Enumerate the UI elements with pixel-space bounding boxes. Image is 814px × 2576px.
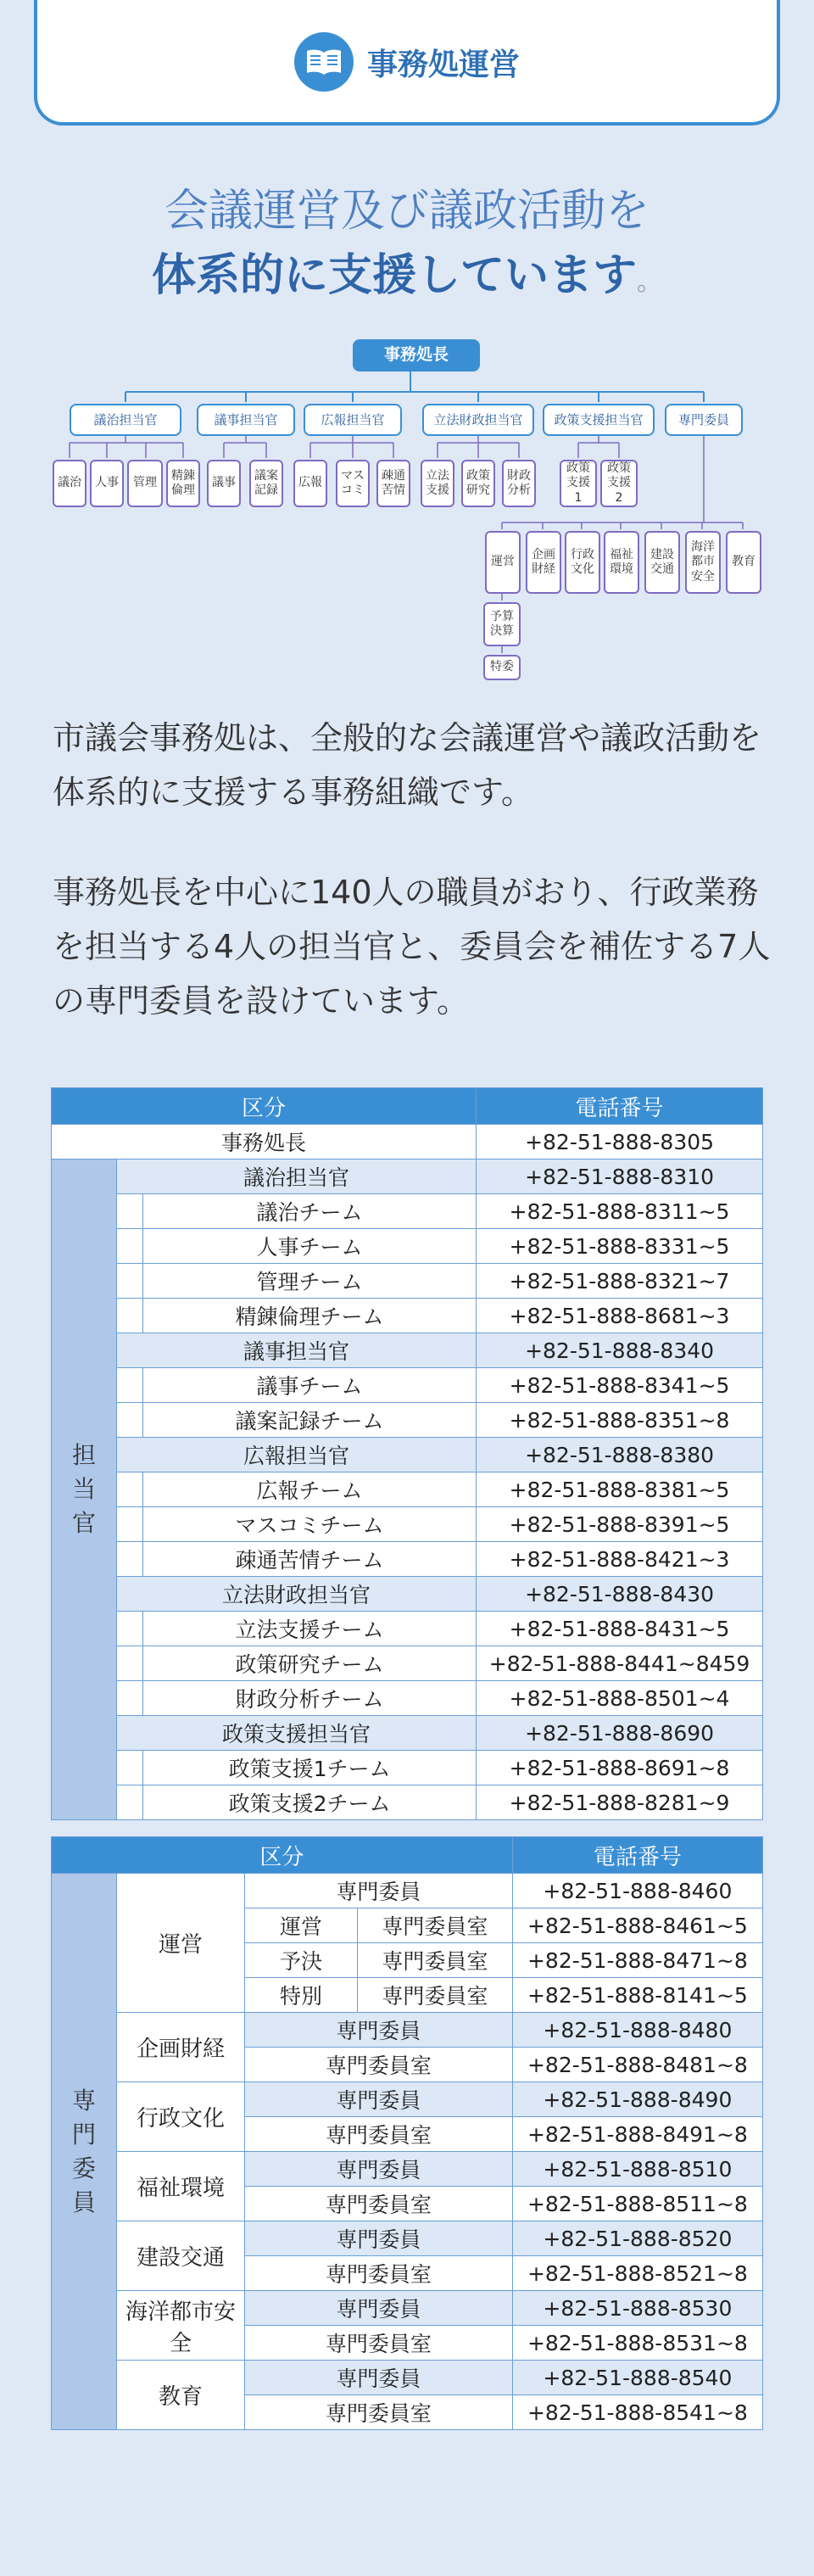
lead-line-2: 体系的に支援しています。 (151, 250, 662, 301)
org-node-team: 議事 (207, 460, 241, 507)
team-phone: +82-51-888-8321~7 (477, 1264, 763, 1299)
role-name: 専門委員室 (245, 2117, 513, 2152)
table-row (52, 1542, 763, 1577)
category-label: 担当官 (71, 1441, 96, 1537)
indent-cell (117, 1264, 143, 1299)
role-name: 専門委員室 (245, 2326, 513, 2361)
chief-phone: +82-51-888-8305 (477, 1125, 763, 1159)
role-split (245, 1978, 512, 2012)
team-phone: +82-51-888-8501~4 (477, 1681, 763, 1716)
org-node-team: 立法 支援 (421, 460, 454, 507)
org-node-group: 広報担当官 (304, 404, 402, 436)
officer-name: 議事担当官 (117, 1333, 477, 1368)
role-phone: +82-51-888-8520 (512, 2221, 762, 2256)
indent-cell (117, 1681, 143, 1716)
team-phone: +82-51-888-8351~8 (477, 1403, 763, 1438)
committee-name: 運営 (117, 1874, 245, 2013)
sub-committee: 運営 (245, 1908, 358, 1942)
team-phone: +82-51-888-8681~3 (477, 1299, 763, 1333)
committee-name: 建設交通 (117, 2221, 245, 2291)
table-row (52, 1646, 763, 1681)
table-row (52, 1612, 763, 1646)
indent-cell (117, 1785, 143, 1820)
role-cell (245, 1978, 513, 2013)
header-phone: 電話番号 (477, 1088, 763, 1125)
sub-committee: 予決 (245, 1943, 358, 1977)
org-node-team: 政策 支援 2 (600, 460, 638, 507)
team-name: 政策研究チーム (143, 1646, 477, 1681)
role-phone: +82-51-888-8471~8 (512, 1943, 762, 1978)
org-node-committee: 教育 (726, 531, 761, 594)
committee-phone-table (51, 1836, 763, 2430)
org-node-committee: 運営 (485, 531, 521, 594)
role-phone: +82-51-888-8141~5 (512, 1978, 762, 2013)
org-node-team: 広報 (293, 460, 327, 507)
team-phone: +82-51-888-8391~5 (477, 1507, 763, 1542)
role-name: 専門委員室 (382, 1914, 488, 1939)
role-phone: +82-51-888-8541~8 (512, 2395, 762, 2430)
org-node-team: マス コミ (336, 460, 370, 507)
team-name: 政策支援2チーム (143, 1785, 477, 1820)
org-node-committee: 行政 文化 (565, 531, 600, 594)
officer-phone: +82-51-888-8690 (477, 1716, 763, 1751)
indent-cell (117, 1612, 143, 1646)
header-division: 区分 (52, 1088, 477, 1125)
committee-name: 企画財経 (117, 2013, 245, 2082)
role-phone: +82-51-888-8531~8 (512, 2326, 762, 2361)
officer-name: 立法財政担当官 (117, 1577, 477, 1612)
org-node-team: 疎通 苦情 (376, 460, 410, 507)
org-node-team: 議案 記録 (249, 460, 283, 507)
role-name: 専門委員室 (245, 2048, 513, 2082)
indent-cell (117, 1299, 143, 1333)
table-row (52, 1125, 763, 1159)
category-cell (52, 1159, 117, 1820)
committee-name: 行政文化 (117, 2082, 245, 2152)
table-row (52, 1507, 763, 1542)
role-name: 専門委員 (245, 2361, 513, 2395)
header-title: 事務処運営 (366, 47, 520, 82)
role-phone: +82-51-888-8540 (512, 2361, 762, 2395)
indent-cell (117, 1751, 143, 1785)
team-phone: +82-51-888-8381~5 (477, 1472, 763, 1507)
role-name: 専門委員室 (245, 2187, 513, 2221)
role-phone: +82-51-888-8460 (512, 1874, 762, 1908)
officer-name: 議治担当官 (117, 1159, 477, 1194)
role-cell (245, 1908, 513, 1943)
org-node-team: 管理 (127, 460, 163, 507)
role-phone: +82-51-888-8480 (512, 2013, 762, 2048)
officer-phone: +82-51-888-8430 (477, 1577, 763, 1612)
indent-cell (117, 1403, 143, 1438)
org-node-group: 専門委員 (665, 404, 743, 436)
role-split (245, 1943, 512, 1977)
officer-name: 政策支援担当官 (117, 1716, 477, 1751)
officer-phone: +82-51-888-8380 (477, 1438, 763, 1472)
team-name: 疎通苦情チーム (143, 1542, 477, 1577)
role-name: 専門委員 (245, 2221, 513, 2256)
org-node-committee: 福祉 環境 (604, 531, 639, 594)
table-row (52, 2152, 763, 2187)
lead-line-1: 会議運営及び議政活動を (164, 186, 650, 237)
table-row (52, 1681, 763, 1716)
officer-name: 広報担当官 (117, 1438, 477, 1472)
org-chart (0, 332, 814, 689)
category-label: 専門委員 (71, 2086, 96, 2216)
table-row (52, 1159, 763, 1194)
role-name: 専門委員 (245, 2291, 513, 2326)
role-phone: +82-51-888-8530 (512, 2291, 762, 2326)
team-name: 財政分析チーム (143, 1681, 477, 1716)
table-row (52, 1716, 763, 1751)
team-name: 人事チーム (143, 1229, 477, 1264)
staff-phone-table (51, 1087, 763, 1820)
role-name: 専門委員室 (245, 2256, 513, 2291)
role-name: 専門委員 (245, 1874, 513, 1908)
table-row (52, 2291, 763, 2326)
officer-phone: +82-51-888-8340 (477, 1333, 763, 1368)
team-phone: +82-51-888-8691~8 (477, 1751, 763, 1785)
header-phone: 電話番号 (512, 1837, 762, 1874)
role-cell (245, 1943, 513, 1978)
table-row (52, 1229, 763, 1264)
section-header (34, 0, 780, 126)
table-row (52, 2361, 763, 2395)
role-phone: +82-51-888-8510 (512, 2152, 762, 2187)
org-node-group: 立法財政担当官 (422, 404, 534, 436)
chief-name: 事務処長 (52, 1125, 477, 1159)
role-phone: +82-51-888-8521~8 (512, 2256, 762, 2291)
category-cell (52, 1874, 117, 2430)
org-node-team: 政策 支援 1 (560, 460, 597, 507)
team-phone: +82-51-888-8341~5 (477, 1368, 763, 1403)
role-name: 専門委員室 (245, 2395, 513, 2430)
role-name: 専門委員 (245, 2152, 513, 2187)
indent-cell (117, 1646, 143, 1681)
table-row (52, 1194, 763, 1229)
team-phone: +82-51-888-8441~8459 (477, 1646, 763, 1681)
org-node-team: 財政 分析 (502, 460, 536, 507)
role-phone: +82-51-888-8490 (512, 2082, 762, 2117)
table-row (52, 1333, 763, 1368)
team-name: 議事チーム (143, 1368, 477, 1403)
table-row (52, 2221, 763, 2256)
indent-cell (117, 1194, 143, 1229)
org-node-group: 議治担当官 (70, 404, 181, 436)
role-phone: +82-51-888-8461~5 (512, 1908, 762, 1943)
team-phone: +82-51-888-8431~5 (477, 1612, 763, 1646)
role-name: 専門委員 (245, 2013, 513, 2048)
intro-paragraph-1: 市議会事務処は、全般的な会議運営や議政活動を体系的に支援する事務組織です。 (53, 719, 762, 811)
table-row (52, 1785, 763, 1820)
team-name: 議案記録チーム (143, 1403, 477, 1438)
committee-name: 教育 (117, 2361, 245, 2430)
book-icon (294, 32, 354, 92)
org-node-team: 議治 (53, 460, 86, 507)
committee-name: 福祉環境 (117, 2152, 245, 2221)
team-phone: +82-51-888-8421~3 (477, 1542, 763, 1577)
table-row (52, 1403, 763, 1438)
indent-cell (117, 1229, 143, 1264)
team-name: 立法支援チーム (143, 1612, 477, 1646)
org-node-committee: 海洋 都市 安全 (685, 531, 721, 594)
intro-paragraph-2: 事務処長を中心に140人の職員がおり、行政業務を担当する4人の担当官と、委員会を補佐する7人の専門委員を設けています。 (53, 874, 771, 1020)
table-row (52, 1874, 763, 1908)
table-row (52, 1299, 763, 1333)
indent-cell (117, 1368, 143, 1403)
org-node-team: 政策 研究 (461, 460, 495, 507)
role-phone: +82-51-888-8491~8 (512, 2117, 762, 2152)
org-node-team: 人事 (90, 460, 124, 507)
org-node-committee: 建設 交通 (644, 531, 680, 594)
table-row (52, 1368, 763, 1403)
indent-cell (117, 1507, 143, 1542)
header-division: 区分 (52, 1837, 513, 1874)
org-node-committee: 企画 財経 (526, 531, 561, 594)
team-name: 政策支援1チーム (143, 1751, 477, 1785)
table-row (52, 1438, 763, 1472)
team-name: マスコミチーム (143, 1507, 477, 1542)
table-row (52, 1472, 763, 1507)
org-node-chief: 事務処長 (353, 339, 480, 372)
table-row (52, 1577, 763, 1612)
table-row (52, 2082, 763, 2117)
org-node-group: 議事担当官 (197, 404, 295, 436)
team-name: 広報チーム (143, 1472, 477, 1507)
org-node-sub: 特委 (483, 655, 521, 680)
indent-cell (117, 1472, 143, 1507)
role-name: 専門委員室 (382, 1949, 488, 1974)
team-name: 管理チーム (143, 1264, 477, 1299)
table-row (52, 1264, 763, 1299)
table-row (52, 2013, 763, 2048)
org-node-sub: 予算 決算 (483, 602, 521, 646)
role-split (245, 1908, 512, 1942)
role-name: 専門委員 (245, 2082, 513, 2117)
role-name: 専門委員室 (382, 1984, 488, 2009)
officer-phone: +82-51-888-8310 (477, 1159, 763, 1194)
team-name: 精錬倫理チーム (143, 1299, 477, 1333)
role-phone: +82-51-888-8481~8 (512, 2048, 762, 2082)
role-phone: +82-51-888-8511~8 (512, 2187, 762, 2221)
indent-cell (117, 1542, 143, 1577)
table-row (52, 1751, 763, 1785)
org-chart-lines (0, 332, 814, 689)
committee-name: 海洋都市安全 (117, 2291, 245, 2361)
team-phone: +82-51-888-8311~5 (477, 1194, 763, 1229)
org-node-group: 政策支援担当官 (543, 404, 655, 436)
org-node-team: 精錬 倫理 (166, 460, 200, 507)
team-phone: +82-51-888-8331~5 (477, 1229, 763, 1264)
sub-committee: 特別 (245, 1978, 358, 2012)
team-phone: +82-51-888-8281~9 (477, 1785, 763, 1820)
team-name: 議治チーム (143, 1194, 477, 1229)
